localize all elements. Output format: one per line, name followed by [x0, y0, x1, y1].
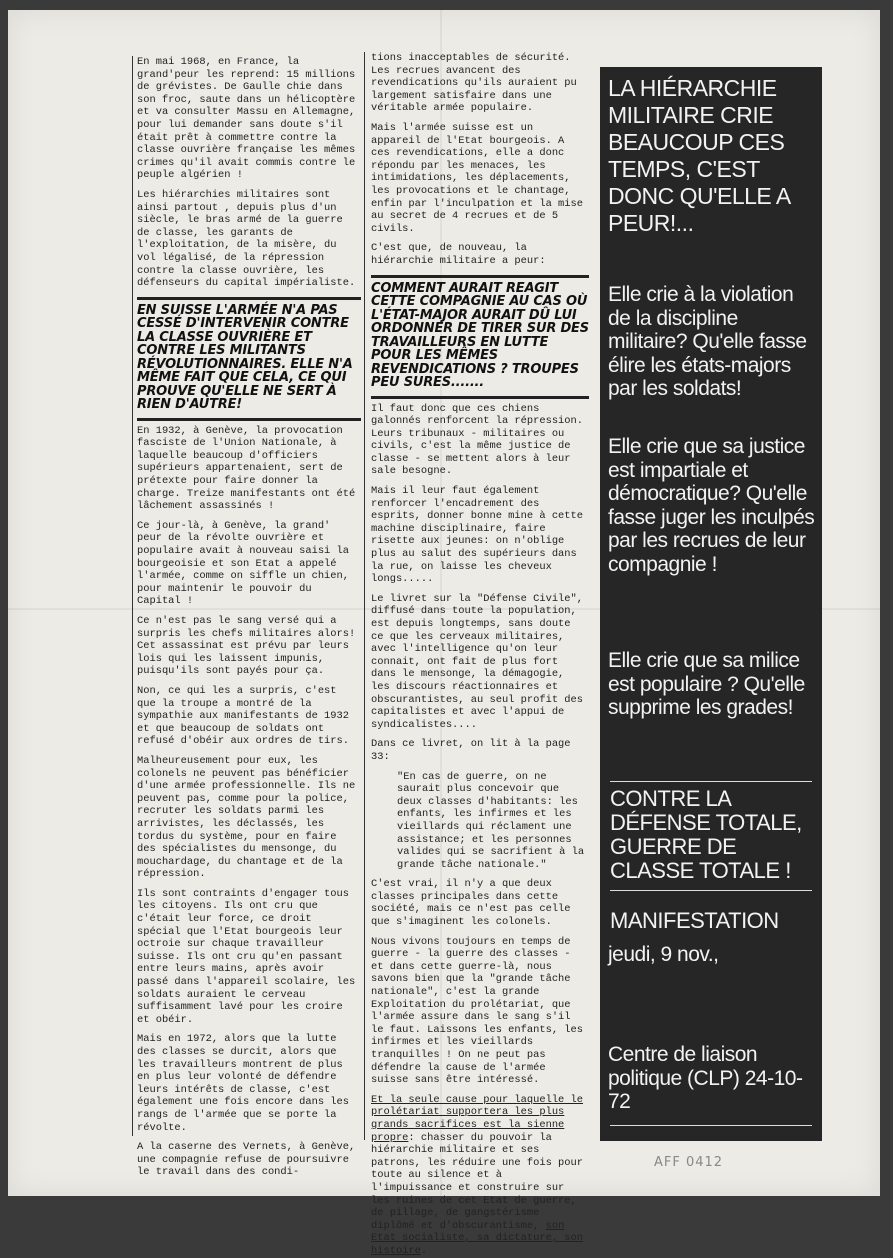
divider [137, 418, 361, 421]
paragraph: C'est vrai, il n'y a que deux classes principales dans cette société, mais ce n'est pas celle que s'imaginent les colonels. [371, 878, 571, 929]
boxed-headline: COMMENT AURAIT REAGIT CETTE COMPAGNIE AU CAS OÙ L'ÉTAT-MAJOR AURAIT DÛ LUI ORDONNER DE TIRER SUR DES TRAVAILLEURS EN LUTTE POUR LES MÊMES REVENDICATIONS ? TROUPES PEU SURES....... [371, 280, 589, 390]
paragraph: C'est que, de nouveau, la hiérarchie militaire a peur: [371, 242, 546, 267]
paragraph: En 1932, à Genève, la provocation fasciste de l'Union Nationale, à laquelle beaucoup d'officiers supérieurs appartenaient, sert de prétexte pour faire donner la charge. Treize manifestants ont été lâchement assassinés ! [137, 424, 356, 513]
archive-stamp: AFF 0412 [654, 1155, 724, 1170]
panel-headline: LA HIÉRARCHIE MILITAIRE CRIE BEAUCOUP CES TEMPS, C'EST DONC QU'ELLE A PEUR!... [608, 75, 790, 236]
paragraph: Ils sont contraints d'engager tous les citoyens. Ils ont cru que c'était leur force, ce droit spécial que l'Etat bourgeois leur octroie sur chaque travailleur suisse. Ils ont cru qu'en passant entre leurs mains, après avoir passé dans l'appareil scolaire, les soldats auraient le cerveau suffisamment lavé pour les croire et obéir. [137, 887, 356, 1026]
paragraph: Le livret sur la "Défense Civile", diffusé dans toute la population, est depuis longtemps, sans doute ce que les cerveaux militaires, avec l'intelligence qu'on leur connait, ont fait de plus fort dans le mensonge, la démagogie, les discours réactionnaires et obscurantistes, au seul profit des capitalistes et avec l'appui de syndicalistes.... [371, 592, 584, 731]
divider [610, 1125, 812, 1126]
paragraph: Ce jour-là, à Genève, la grand' peur de la révolte ouvrière et populaire avait à nouveau saisi la bourgeoisie et son Etat a appelé l'armée, comme on siffle un chien, pour maintenir le pouvoir du Capital ! [137, 519, 350, 608]
divider [610, 781, 812, 782]
divider [137, 297, 361, 300]
paragraph: A la caserne des Vernets, à Genève, une compagnie refuse de poursuivre le travail dans des condi- [137, 1141, 356, 1179]
underlined-text: son Etat socialiste, sa dictature, son histoire [371, 1219, 584, 1257]
paragraph: Ce n'est pas le sang versé qui a surpris les chefs militaires alors! Cet assassinat est prévu par leurs lois qui les laissent impunis, puisqu'ils sont payés pour ça. [137, 615, 356, 678]
column-middle [364, 52, 589, 1257]
boxed-headline: EN SUISSE L'ARMÉE N'A PAS CESSÉ D'INTERVENIR CONTRE LA CLASSE OUVRIÈRE ET CONTRE LES MILITANTS RÉVOLUTIONNAIRES. ELLE N'A MÊME FAIT QUE CELA, CE QUI PROUVE QU'ELLE NE SERT À RIEN D'AUTRE! [137, 302, 353, 413]
manifestation-date: jeudi, 9 nov., [608, 943, 719, 966]
paragraph: Il faut donc que ces chiens galonnés renforcent la répression. Leurs tribunaux - militaires ou civils, c'est la même justice de classe - se mettent alors à leur sale besogne. [371, 402, 584, 478]
demand-justice: Elle crie que sa justice est impartiale et démocratique? Qu'elle fasse juger les inculpés par les recrues de leur compagnie ! [608, 435, 815, 576]
paragraph: Mais en 1972, alors que la lutte des classes se durcit, alors que les travailleurs montrent de plus en plus leur volonté de défendre leurs intérêts de classe, c'est également une fois encore dans les rangs de l'armée que se porte la révolte. [137, 1033, 350, 1134]
column-left [132, 56, 361, 1179]
underlined-text: Et la seule cause pour laquelle le prolétariat supportera les plus grands sacrifices est la sienne propre [371, 1093, 584, 1144]
paragraph: En mai 1968, en France, la grand'peur les reprend: 15 millions de grévistes. De Gaulle chie dans son froc, saute dans un hélicoptère et va consulter Massu en Allemagne, pour lui demander sans doute s'il était prêt à commettre contre la classe ouvrière française les mêmes crimes qu'il avait commis contre le peuple algérien ! [137, 56, 356, 182]
paragraph: Les hiérarchies militaires sont ainsi partout , depuis plus d'un siècle, le bras armé de la guerre de classe, les garants de l'exploitation, de la misère, du vol légalisé, de la répression contre la classe ouvrière, les défenseurs du capital impérialiste. [137, 188, 356, 290]
organizer: Centre de liaison politique (CLP) 24-10-72 [608, 1043, 803, 1113]
demand-discipline: Elle crie à la violation de la discipline militaire? Qu'elle fasse élire les états-majors par les soldats! [608, 283, 807, 400]
paragraph: Nous vivons toujours en temps de guerre - la guerre des classes - et dans cette guerre-là, nous savons bien que la "grande tâche nationale", c'est la grande Exploitation du prolétariat, que l'armée assure dans le sang s'il le faut. Laissons les enfants, les infirmes et les vieillards tranquilles ! On ne peut pas défendre la cause de l'armée suisse sans être intéressé. [371, 935, 584, 1087]
text: . [420, 1244, 428, 1257]
paragraph: tions inacceptables de sécurité. Les recrues avancent des revendications qu'ils auraient pu largement satisfaire dans une véritable armée populaire. [371, 52, 577, 115]
text: : chasser du pouvoir la hiérarchie militaire et ses patrons, les réduire une fois pour toute au silence et à l'impuissance et construire sur les ruines de cet Etat de guerre, de pillage, de gangstérisme diplômé et d'obscurantisme, [371, 1131, 584, 1232]
quotation: "En cas de guerre, on ne saurait plus concevoir que deux classes d'habitants: les enfants, les infirmes et les vieillards qui réclament une assistance; et les personnes valides qui se sacrifient à la grande tâche nationale." [397, 770, 585, 871]
divider [371, 396, 589, 399]
paragraph-final [371, 1094, 589, 1258]
divider [371, 275, 589, 278]
paragraph: Malheureusement pour eux, les colonels ne peuvent pas bénéficier d'une armée professionnelle. Ils ne peuvent pas, comme pour la police, recruter les soldats parmi les arrivistes, les déclassés, les tordus du système, pour en faire des spécialistes du mensonge, du mouchardage, du chantage et de la répression. [137, 754, 356, 881]
slogan-panel [600, 67, 822, 1141]
main-slogan: CONTRE LA DÉFENSE TOTALE, GUERRE DE CLASSE TOTALE ! [610, 786, 802, 883]
manifestation-label: MANIFESTATION [610, 908, 779, 933]
demand-grades: Elle crie que sa milice est populaire ? Qu'elle supprime les grades! [608, 649, 805, 719]
paragraph: Non, ce qui les a surpris, c'est que la troupe a montré de la sympathie aux manifestants de 1932 et que beaucoup de soldats ont refusé d'obéir aux ordres de tirs. [137, 684, 350, 748]
divider [610, 890, 812, 891]
paragraph: Mais il leur faut également renforcer l'encadrement des esprits, donner bonne mine à cette machine disciplinaire, faire risette aux jeunes: on n'oblige plus au salut des supérieurs dans la rue, on laisse les cheveux longs..... [371, 485, 584, 586]
paragraph: Mais l'armée suisse est un appareil de l'Etat bourgeois. A ces revendications, elle a donc répondu par les menaces, les intimidations, les déplacements, les provocations et le chantage, enfin par l'inculpation et la mise au secret de 4 recrues et de 5 civils. [371, 121, 584, 235]
paragraph: Dans ce livret, on lit à la page 33: [371, 738, 571, 763]
